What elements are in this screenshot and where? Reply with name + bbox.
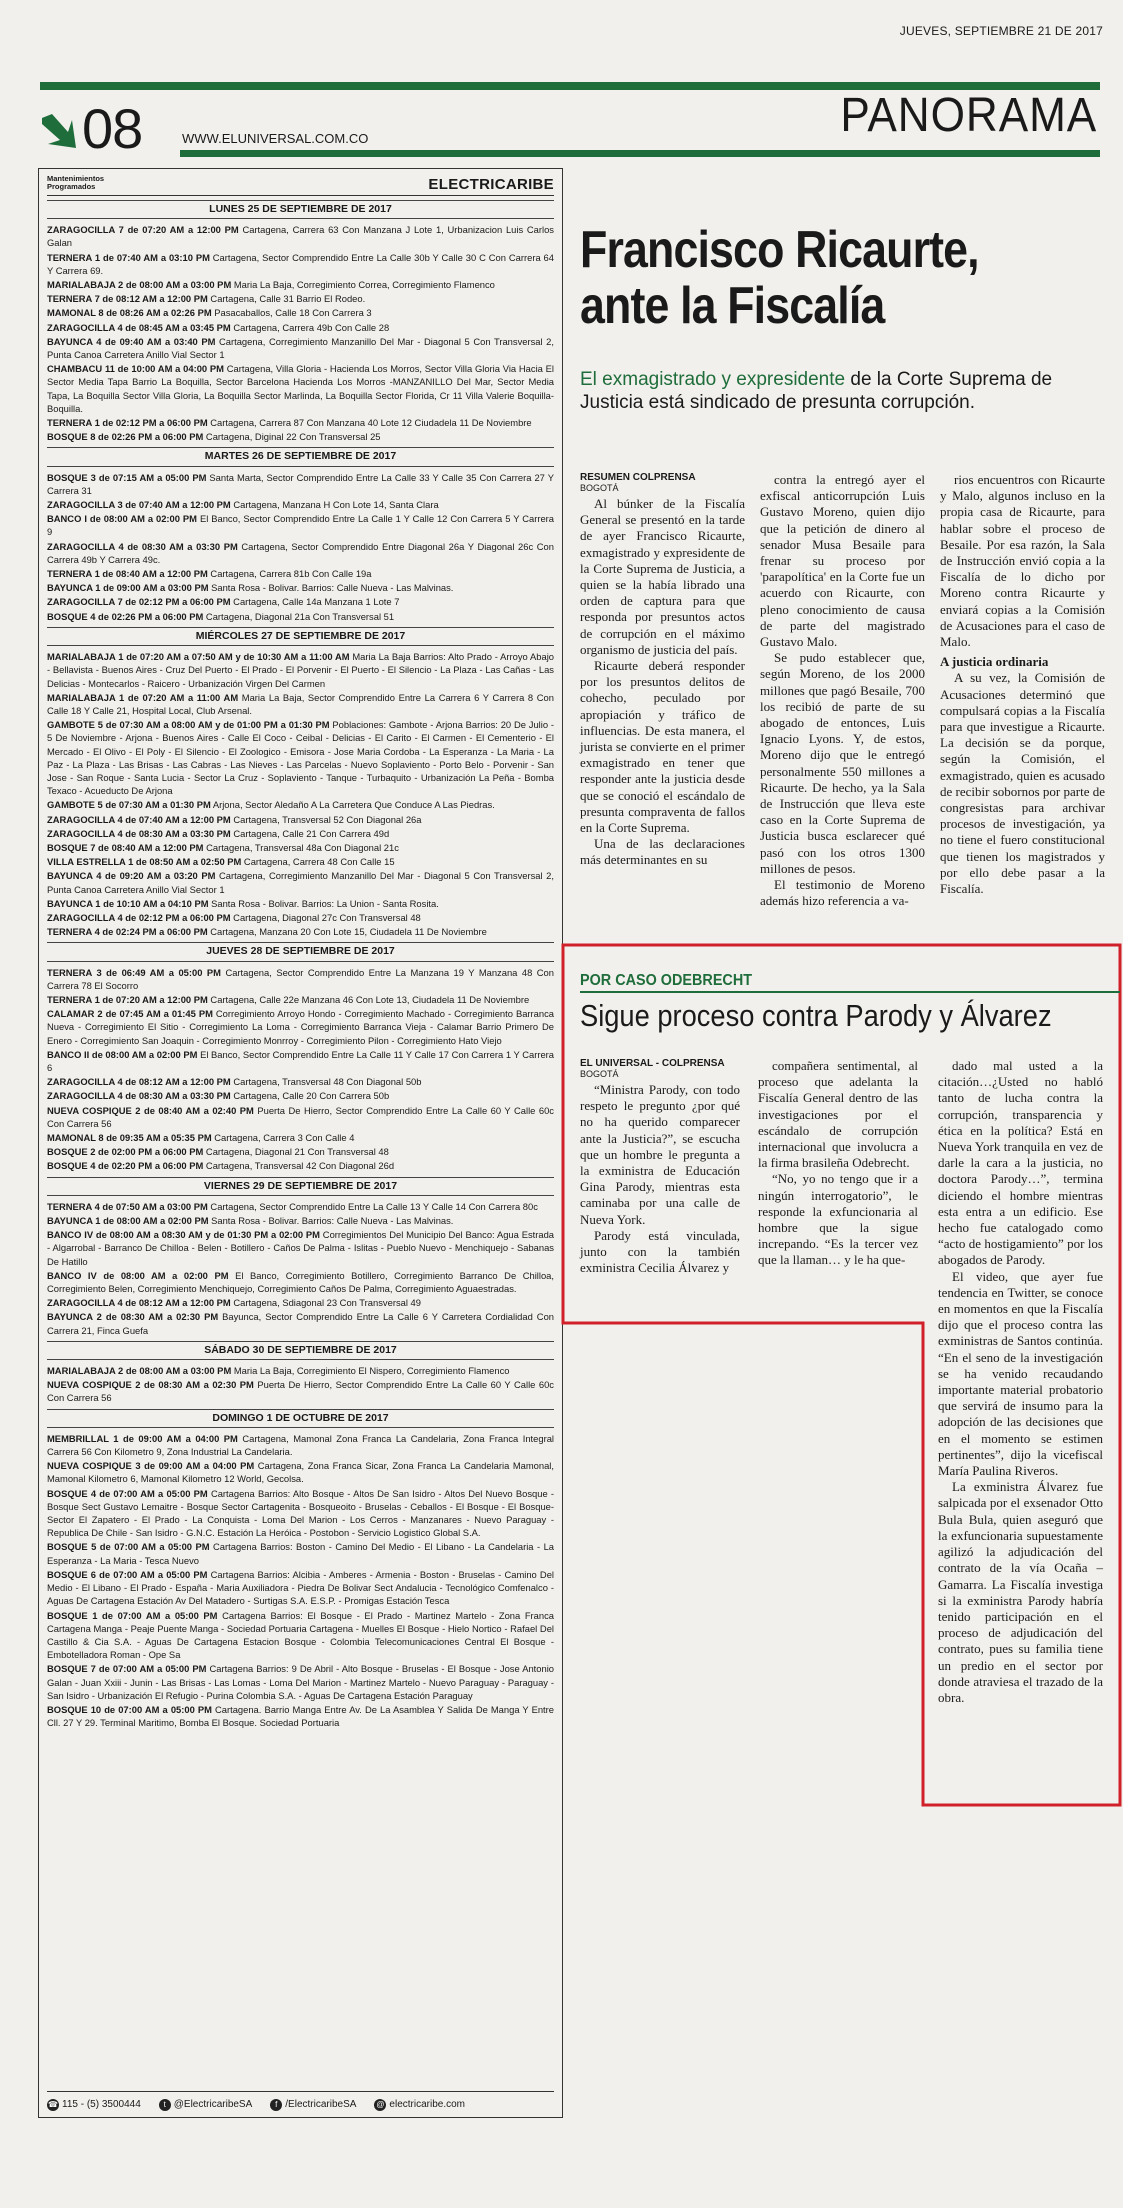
entry-circuit-time: BANCO I de 08:00 AM a 02:00 PM (47, 513, 197, 525)
entry-location: Cartagena, Transversal 52 Con Diagonal 26a (230, 813, 422, 825)
entry-circuit-time: ZARAGOCILLA 3 de 07:40 AM a 12:00 PM (47, 499, 231, 511)
article-byline: RESUMEN COLPRENSA (580, 472, 696, 483)
schedule-entry (47, 471, 554, 497)
article2-column-2 (758, 1058, 918, 1269)
entry-circuit-time: TERNERA 3 de 06:49 AM a 05:00 PM (47, 966, 221, 978)
schedule-entry (47, 278, 554, 291)
article-subhead: A justicia ordinaria (940, 654, 1049, 670)
schedule-entry (47, 1487, 554, 1540)
entry-location: Cartagena, Diagonal 21 Con Transversal 48 (203, 1146, 389, 1158)
entry-location: Cartagena Barrios: Boston - Camino Del Medio - El Libano - La Candelaria - La Esperanza - La Maria - Tesca Nuevo (47, 1541, 554, 1566)
schedule-entry (47, 1104, 554, 1130)
entry-location: Cartagena, Transversal 48a Con Diagonal 21c (203, 841, 399, 853)
paragraph: dado mal usted a la citación…¿Usted no habló tanto de lucha contra la corrupción, transparencia y ética en la política? Está en Nueva York tranquila en vez de darle la cara a la justicia, no doctora Parody…”, termina diciendo el hombre mientras esta entra a un edificio. Ese hecho fue catalogado como “acto de hostigamiento” por los abogados de Parody. (938, 1058, 1103, 1268)
entry-location: El Banco, Sector Comprendido Entre La Calle 11 Y Calle 17 Con Carrera 1 Y Carrera 6 (47, 1048, 554, 1073)
schedule-entry (47, 1131, 554, 1144)
entry-circuit-time: TERNERA 1 de 07:40 AM a 03:10 PM (47, 251, 210, 263)
entry-location: Maria La Baja Barrios: Alto Prado - Arroyo Abajo - Bellavista - Buenos Aires - Cruz Del Puerto - El Prado - El Porvenir - El Puerto - El Silencio - La Plaza - Las Cañas - Las Delicias - Montecarlos - Raicero - Urbanización Virgen Del Carmen (47, 651, 554, 689)
entry-location: Santa Rosa - Bolivar. Barrios: La Union - Santa Rosita. (208, 897, 439, 909)
sidebar-brand: ELECTRICARIBE (428, 175, 554, 193)
entry-location: Cartagena, Transversal 48 Con Diagonal 50b (230, 1076, 422, 1088)
schedule-entry (47, 1200, 554, 1213)
facebook-icon: f (270, 2099, 282, 2111)
entry-circuit-time: ZARAGOCILLA 4 de 08:45 AM a 03:45 PM (47, 321, 231, 333)
entry-location: Cartagena, Diginal 22 Con Transversal 25 (203, 431, 381, 443)
day-heading: JUEVES 28 DE SEPTIEMBRE DE 2017 (47, 942, 554, 961)
entry-circuit-time: ZARAGOCILLA 4 de 08:12 AM a 12:00 PM (47, 1076, 231, 1088)
schedule-entry (47, 1459, 554, 1485)
entry-location: Maria La Baja, Sector Comprendido Entre La Carrera 6 Y Carrera 8 Con Calle 18 Y Calle 21, Hospital Local, Club Arsenal. (47, 691, 554, 716)
schedule-entry (47, 855, 554, 868)
entry-circuit-time: BOSQUE 7 de 07:00 AM a 05:00 PM (47, 1663, 207, 1675)
entry-location: Cartagena, Sector Comprendido Entre La Calle 13 Y Calle 14 Con Carrera 80c (207, 1200, 538, 1212)
schedule-entry (47, 1378, 554, 1404)
schedule-entry (47, 306, 554, 319)
twitter-text: @ElectricaribeSA (173, 2098, 253, 2110)
facebook-contact[interactable] (270, 2098, 356, 2111)
facebook-text: /ElectricaribeSA (285, 2098, 357, 2110)
schedule-entry (47, 610, 554, 623)
day-heading: LUNES 25 DE SEPTIEMBRE DE 2017 (47, 200, 554, 219)
page-number: 08 (82, 97, 143, 160)
entry-location: Puerta De Hierro, Sector Comprendido Entre La Calle 60 Y Calle 60c Con Carrera 56 (47, 1104, 554, 1129)
schedule-entry (47, 813, 554, 826)
entry-circuit-time: BAYUNCA 1 de 09:00 AM a 03:00 PM (47, 582, 209, 594)
entry-circuit-time: CALAMAR 2 de 07:45 AM a 01:45 PM (47, 1008, 213, 1020)
entry-circuit-time: BOSQUE 6 de 07:00 AM a 05:00 PM (47, 1568, 208, 1580)
entry-circuit-time: BOSQUE 4 de 02:20 PM a 06:00 PM (47, 1160, 204, 1172)
schedule-entry (47, 691, 554, 717)
entry-circuit-time: TERNERA 1 de 02:12 PM a 06:00 PM (47, 417, 208, 429)
twitter-icon: t (159, 2099, 171, 2111)
entry-circuit-time: TERNERA 4 de 02:24 PM a 06:00 PM (47, 926, 208, 938)
article-location: BOGOTÁ (580, 483, 619, 493)
entry-circuit-time: GAMBOTE 5 de 07:30 AM a 01:30 PM (47, 799, 211, 811)
entry-location: Corregimiento Arroyo Hondo - Corregimiento Machado - Corregimiento Barranca Nueva - Corregimiento El Sitio - Corregimiento La Loma - Corregimiento Barranca Vieja - Calamar Barrio Primero De Enero - Corregimiento San Joaquin - Corregimiento Monrroy - Corregimiento Pilon - Corregimiento Hato Viejo (47, 1008, 554, 1046)
schedule-entry (47, 335, 554, 361)
article2-byline: EL UNIVERSAL - COLPRENSA (580, 1058, 725, 1069)
section-band (180, 150, 1100, 157)
paragraph: rios encuentros con Ricaurte y Malo, algunos incluso en la propia casa de Ricaurte, para hablar sobre el proceso de Besaile. Por esa razón, la Sala de Instrucción envió copia a la Fiscalía de lo dicho por Moreno contra Ricaurte y enviará copias a la Comisión de Acusaciones para el caso de Malo. (940, 472, 1105, 650)
schedule-entry (47, 251, 554, 277)
article-deck (580, 368, 1100, 414)
entry-circuit-time: MAMONAL 8 de 09:35 AM a 05:35 PM (47, 1132, 212, 1143)
day-heading: DOMINGO 1 DE OCTUBRE DE 2017 (47, 1409, 554, 1428)
entry-location: Bayunca, Sector Comprendido Entre La Calle 6 Y Carretera Cordialidad Con Carrera 21, Finca Guefa (47, 1311, 554, 1336)
day-heading: MIÉRCOLES 27 DE SEPTIEMBRE DE 2017 (47, 627, 554, 646)
entry-location: Santa Rosa - Bolivar. Barrios: Calle Nueva - Las Malvinas. (208, 582, 454, 594)
entry-location: Puerta De Hierro, Sector Comprendido Entre La Calle 60 Y Calle 60c Con Carrera 56 (47, 1379, 554, 1404)
schedule-entry (47, 1568, 554, 1608)
entry-location: Cartagena, Corregimiento Manzanillo Del Mar - Diagonal 5 Con Transversal 2, Punta Canoa Carretera Anillo Vial Sector 1 (47, 870, 554, 895)
phone-text: 115 - (5) 3500444 (62, 2098, 141, 2110)
schedule-entry (47, 1609, 554, 1662)
entry-location: Cartagena, Calle 31 Barrio El Rodeo. (207, 293, 366, 305)
entry-circuit-time: BOSQUE 1 de 07:00 AM a 05:00 PM (47, 1609, 218, 1621)
entry-circuit-time: BOSQUE 5 de 07:00 AM a 05:00 PM (47, 1541, 210, 1553)
article-column-3 (940, 472, 1105, 897)
paragraph: Al búnker de la Fiscalía General se presentó en la tarde de ayer Francisco Ricaurte, exmagistrado y expresidente de la Corte Suprema de Justicia, a quien se la había librado una orden de captura para que responda por presuntos actos de corrupción en el máximo organismo de justicia del país. (580, 496, 745, 657)
entry-location: Cartagena Barrios: 9 De Abril - Alto Bosque - Bruselas - El Bosque - Jose Antonio Galan - Juan Xxiii - Junin - Las Brisas - Las Lomas - Loma Del Marion - Martinez Martelo - Nuevo Paraguay - Paraguay - San Isidro - Urbanización El Refugio - Purina Colombia S.A. - Aguas De Cartagena Estación Paraguay (47, 1663, 554, 1701)
entry-circuit-time: BAYUNCA 4 de 09:40 AM a 03:40 PM (47, 335, 216, 347)
article-headline: Francisco Ricaurte, ante la Fiscalía (580, 221, 979, 335)
entry-circuit-time: BANCO II de 08:00 AM a 02:00 PM (47, 1048, 198, 1060)
section-title: PANORAMA (840, 89, 1097, 142)
schedule-entry (47, 841, 554, 854)
schedule-entry (47, 1364, 554, 1377)
entry-circuit-time: BAYUNCA 4 de 09:20 AM a 03:20 PM (47, 870, 216, 882)
article-column-1 (580, 472, 745, 869)
article2-kicker: POR CASO ODEBRECHT (580, 972, 753, 989)
entry-circuit-time: MARIALABAJA 1 de 07:20 AM a 07:50 AM y de 10:30 AM a 11:00 AM (47, 651, 350, 663)
schedule-entry (47, 718, 554, 797)
entry-circuit-time: BOSQUE 4 de 07:00 AM a 05:00 PM (47, 1487, 208, 1499)
sidebar-label: Mantenimientos Programados (47, 174, 105, 191)
schedule-entry (47, 1310, 554, 1336)
entry-location: Cartagena, Sector Comprendido Entre La Manzana 19 Y Manzana 48 Con Carrera 78 El Socorro (47, 966, 554, 991)
schedule-entry (47, 1662, 554, 1702)
paragraph: El video, que ayer fue tendencia en Twitter, se conoce en momentos en que la Fiscalía dijo que el proceso contra las exministras de Santos continúa. “En el seno de la investigación se ha venido recaudando importante material probatorio que servirá de insumo para la adopción de las decisiones que en el momento se estimen pertinentes”, dijo la vicefiscal María Paulina Riveros. (938, 1268, 1103, 1479)
schedule-entry (47, 362, 554, 415)
entry-location: Cartagena, Carrera 87 Con Manzana 40 Lote 12 Ciudadela 11 De Noviembre (207, 417, 532, 429)
entry-circuit-time: NUEVA COSPIQUE 2 de 08:40 AM a 02:40 PM (47, 1104, 254, 1116)
schedule-entry (47, 966, 554, 992)
entry-circuit-time: GAMBOTE 5 de 07:30 AM a 08:00 AM y de 01:00 PM a 01:30 PM (47, 719, 330, 731)
paragraph: Parody está vinculada, junto con la también exministra Cecilia Álvarez y (580, 1227, 740, 1276)
entry-location: Cartagena. Barrio Manga Entre Av. De La Asamblea Y Salida De Manga Y Entre Cll. 27 Y 29. Terminal Maritimo, Bomba El Bosque. Sociedad Portuaria (47, 1703, 554, 1729)
schedule-entry (47, 416, 554, 429)
sidebar-header (47, 175, 554, 196)
entry-location: Maria La Baja, Corregimiento El Nispero, Corregimiento Flamenco (231, 1365, 510, 1377)
entry-location: Cartagena, Transversal 42 Con Diagonal 26d (203, 1160, 395, 1172)
article2-column-1 (580, 1058, 740, 1276)
schedule-entry (47, 993, 554, 1006)
deck-text: de la Corte Suprema de Justicia está sindicado de presunta corrupción. (580, 369, 1053, 413)
entry-circuit-time: BOSQUE 7 de 08:40 AM a 12:00 PM (47, 841, 204, 853)
day-heading: MARTES 26 DE SEPTIEMBRE DE 2017 (47, 447, 554, 466)
article2-location: BOGOTÁ (580, 1069, 619, 1079)
sidebar-footer (47, 2091, 554, 2111)
entry-location: Cartagena, Sdiagonal 23 Con Transversal 49 (230, 1297, 421, 1309)
schedule-entry (47, 1007, 554, 1047)
paragraph: Una de las declaraciones más determinantes en su (580, 836, 745, 868)
entry-circuit-time: VILLA ESTRELLA 1 de 08:50 AM a 02:50 PM (47, 856, 242, 868)
entry-location: Santa Marta, Sector Comprendido Entre La Calle 33 Y Calle 35 Con Carrera 27 Y Carrera 31 (47, 471, 554, 496)
schedule-entry (47, 1432, 554, 1458)
twitter-contact[interactable] (159, 2098, 253, 2111)
entry-location: Cartagena Barrios: Alto Bosque - Altos De San Isidro - Altos Del Nuevo Bosque - Bosque Sect Gustavo Lemaitre - Bosque Sector Cartagenita - Bosqueoito - Bruselas - Ceballos - El Bosque - El Bosque-Sector El Zapatero - El Prado - La Conquista - Loma Del Marion - Los Cerros - Manzanares - Nuevo Paraguay - Republica De Chile - San Isidro - G.N.C. Estación La Heróica - Postobon - Servicio Logistico Global S.A. (47, 1487, 554, 1539)
entry-circuit-time: BOSQUE 10 de 07:00 AM a 05:00 PM (47, 1703, 212, 1715)
entry-location: Arjona, Sector Aledaño A La Carretera Que Conduce A Las Piedras. (210, 799, 495, 811)
entry-location: Pasacaballos, Calle 18 Con Carrera 3 (211, 307, 372, 319)
entry-circuit-time: BOSQUE 3 de 07:15 AM a 05:00 PM (47, 471, 207, 483)
schedule-entry (47, 1089, 554, 1102)
entry-location: Cartagena, Calle 14a Manzana 1 Lote 7 (230, 596, 400, 608)
schedule-entry (47, 567, 554, 580)
schedule-entry (47, 1228, 554, 1268)
website-link[interactable]: WWW.ELUNIVERSAL.COM.CO (182, 131, 369, 146)
entry-circuit-time: MARIALABAJA 2 de 08:00 AM a 03:00 PM (47, 279, 232, 291)
arrow-icon (38, 110, 80, 152)
schedule-entry (47, 1048, 554, 1074)
schedule-entry (47, 1214, 554, 1227)
entry-location: Cartagena, Calle 21 Con Carrera 49d (230, 827, 390, 839)
schedule-entry (47, 581, 554, 594)
entry-location: Cartagena, Sector Comprendido Entre Diagonal 26a Y Diagonal 26c Con Carrera 49b Y Carrera 49c. (47, 540, 554, 565)
entry-location: Corregimientos Del Municipio Del Banco: Agua Estrada - Algarrobal - Barranco De Chilloa - Belen - Botillero - Caños De Palma - Islitas - Pueblo Nuevo - Menchiquejo - Sabanas De Hatillo (47, 1229, 554, 1267)
article2-column-3 (938, 1058, 1103, 1706)
paragraph: El testimonio de Moreno además hizo referencia a va- (760, 877, 925, 909)
schedule-entry (47, 1269, 554, 1295)
schedule-list (47, 200, 554, 1729)
entry-circuit-time: ZARAGOCILLA 4 de 08:30 AM a 03:30 PM (47, 1090, 231, 1102)
schedule-entry (47, 1703, 554, 1729)
entry-circuit-time: TERNERA 1 de 07:20 AM a 12:00 PM (47, 993, 208, 1005)
entry-location: Cartagena, Calle 20 Con Carrera 50b (230, 1090, 390, 1102)
schedule-entry (47, 925, 554, 938)
entry-location: Cartagena, Carrera 81b Con Calle 19a (207, 568, 372, 580)
deck-highlight: El exmagistrado y expresidente (580, 369, 846, 390)
paragraph: Se pudo establecer que, según Moreno, de los 2000 millones que pagó Besaile, 700 los recibió de parte de su abogado de entonces, Luis Ignacio Lyons. Y, de estos, Moreno dijo que le entregó personalmente 550 millones a Ricaurte. De hecho, ya la Sala de Instrucción que lleva este caso en la Corte Suprema de Justicia busca esclarecer qué pasó con los otros 1300 millones de pesos. (760, 650, 925, 876)
schedule-entry (47, 1540, 554, 1566)
entry-location: Maria La Baja, Corregimiento Correa, Corregimiento Flamenco (231, 279, 495, 291)
entry-location: Cartagena, Carrera 63 Con Manzana J Lote 1, Urbanizacion Luis Carlos Galan (47, 224, 554, 249)
paragraph: compañera sentimental, al proceso que adelanta la Fiscalía General dentro de las investigaciones por el escándalo de corrupción internacional que involucra a la firma brasileña Odebrecht. (758, 1058, 918, 1171)
web-contact[interactable] (374, 2098, 465, 2111)
web-text: electricaribe.com (389, 2098, 466, 2110)
phone-icon: ☎ (48, 2099, 58, 2109)
schedule-entry (47, 595, 554, 608)
entry-location: Cartagena, Corregimiento Manzanillo Del Mar - Diagonal 5 Con Transversal 2, Punta Canoa Carretera Anillo Vial Sector 1 (47, 335, 554, 361)
schedule-entry (47, 897, 554, 910)
entry-location: Santa Rosa - Bolivar. Barrios: Calle Nueva - Las Malvinas. (208, 1215, 454, 1227)
entry-circuit-time: MAMONAL 8 de 08:26 AM a 02:26 PM (47, 307, 212, 319)
schedule-entry (47, 1296, 554, 1309)
entry-circuit-time: TERNERA 1 de 08:40 AM a 12:00 PM (47, 568, 208, 580)
entry-circuit-time: ZARAGOCILLA 4 de 08:12 AM a 12:00 PM (47, 1297, 231, 1309)
entry-circuit-time: ZARAGOCILLA 4 de 08:30 AM a 03:30 PM (47, 827, 231, 839)
entry-location: Cartagena, Mamonal Zona Franca La Candelaria, Zona Franca Integral Carrera 56 Con Kilometro 9, Zona Industrial La Candelaria. (47, 1432, 554, 1458)
globe-icon: @ (376, 2099, 385, 2109)
entry-location: Cartagena, Villa Gloria - Hacienda Los Morros, Sector Villa Gloria Via Hacia El Sector Media Tapa Barrio La Boquilla, Sector Barcelona Hacienda Los Morros -MANZANILLO Del Mar, Sector Media Tapa, La Boquilla Sector Villa Gloria, La Boquilla Sector Marlinda, La Boquilla Sector Florida, Cr 11 Villa Valerie Boquilla-Boquilla. (47, 363, 554, 414)
entry-location: Cartagena, Diagonal 21a Con Transversal 51 (203, 610, 395, 622)
schedule-entry (47, 869, 554, 895)
schedule-entry (47, 223, 554, 249)
schedule-entry (47, 498, 554, 511)
entry-location: Cartagena, Manzana H Con Lote 14, Santa Clara (230, 499, 439, 511)
paragraph: Ricaurte deberá responder por los presuntos delitos de cohecho, peculado por apropiación y tráfico de influencias. De esta manera, el jurista se convierte en el primer exmagistrado en tener que responder ante la justicia desde que se conoció el escándalo de presunta compraventa de fallos en la Corte Suprema. (580, 658, 745, 836)
entry-circuit-time: MARIALABAJA 2 de 08:00 AM a 03:00 PM (47, 1365, 232, 1377)
entry-circuit-time: BANCO IV de 08:00 AM a 08:30 AM y de 01:30 PM a 02:00 PM (47, 1229, 320, 1241)
entry-location: Cartagena, Carrera 49b Con Calle 28 (230, 321, 390, 333)
paragraph: “No, yo no tengo que ir a ningún interrogatorio”, le responde la exfuncionaria al hombre que la sigue increpando. “Es la tercer vez que la llaman… y le ha que- (758, 1171, 918, 1268)
maintenance-sidebar (38, 168, 563, 2118)
entry-location: El Banco, Corregimiento Botillero, Corregimiento Barranco De Chilloa, Corregimiento Belen, Corregimiento Menchiquejo, Corregimiento Caños De Palma, Corregimiento Aguaestradas. (47, 1269, 554, 1295)
entry-location: Cartagena, Manzana 20 Con Lote 15, Ciudadela 11 De Noviembre (207, 926, 487, 938)
paragraph: contra la entregó ayer el exfiscal anticorrupción Luis Gustavo Moreno, quien dijo que la petición de dinero al senador Musa Besaile para frenar su proceso por 'parapolítica' en la Corte fue un acuerdo con Ricaurte, con pleno conocimiento de causa de parte del magistrado Gustavo Malo. (760, 472, 925, 650)
entry-circuit-time: NUEVA COSPIQUE 3 de 09:00 AM a 04:00 PM (47, 1460, 255, 1472)
schedule-entry (47, 827, 554, 840)
phone-contact (47, 2098, 141, 2111)
schedule-entry (47, 911, 554, 924)
paragraph: La exministra Álvarez fue salpicada por el exsenador Otto Bula Bula, quien aseguró que la exfuncionaria supuestamente agilizó la adjudicación del contrato de la vía Ocaña – Gamarra. La Fiscalía investiga si la exministra Parody habría tenido participación en el proceso de adjudicación del contrato, pues su familia tiene un predio en el sector por donde atraviesa el trazado de la obra. (938, 1479, 1103, 1705)
entry-circuit-time: BOSQUE 2 de 02:00 PM a 06:00 PM (47, 1146, 204, 1158)
schedule-entry (47, 798, 554, 811)
entry-circuit-time: BANCO IV de 08:00 AM a 02:00 PM (47, 1269, 229, 1281)
entry-circuit-time: BOSQUE 4 de 02:26 PM a 06:00 PM (47, 610, 204, 622)
entry-location: Poblaciones: Gambote - Arjona Barrios: 20 De Julio - 5 De Noviembre - Arjona - Buenos Aires - Calle El Coco - Ceibal - Delicias - El Carito - El Carmen - El Cementerio - El Mercado - El Olivo - El Poly - El Silencio - El Zoologico - Emisora - Jose Maria Cordoba - La Esperanza - La Maria - La Paz - La Plaza - Las Brisas - Las Cabras - Las Nieves - Las Parcelas - Nuevo Soplaviento - Porto Belo - Porvenir - San Jose - San Roque - Santa Lucia - Sector La Cruz - Soplaviento - Tanque - Turbaquito - Urbanización La Peña - Bomba Texaco - Acueducto De Arjona (47, 719, 554, 797)
entry-location: El Banco, Sector Comprendido Entre La Calle 1 Y Calle 12 Con Carrera 5 Y Carrera 9 (47, 513, 554, 538)
entry-circuit-time: ZARAGOCILLA 7 de 02:12 PM a 06:00 PM (47, 596, 231, 608)
schedule-entry (47, 292, 554, 305)
entry-location: Cartagena, Carrera 3 Con Calle 4 (211, 1132, 355, 1143)
paragraph: “Ministra Parody, con todo respeto le pregunto ¿por qué no ha querido comparecer ante la Justicia?”, se escucha que un hombre le pregunta a la exministra de Educación Gina Parody, mientras esta caminaba por una calle de Nueva York. (580, 1082, 740, 1227)
entry-circuit-time: BAYUNCA 2 de 08:30 AM a 02:30 PM (47, 1311, 219, 1323)
day-heading: VIERNES 29 DE SEPTIEMBRE DE 2017 (47, 1177, 554, 1196)
entry-circuit-time: CHAMBACU 11 de 10:00 AM a 04:00 PM (47, 363, 224, 375)
schedule-entry (47, 1145, 554, 1158)
entry-location: Cartagena, Zona Franca Sicar, Zona Franca La Candelaria Mamonal, Mamonal Kilometro 6, Mamonal Kilometro 12 World, Gecolsa. (47, 1460, 554, 1485)
schedule-entry (47, 321, 554, 334)
schedule-entry (47, 650, 554, 690)
entry-circuit-time: ZARAGOCILLA 4 de 02:12 PM a 06:00 PM (47, 911, 231, 923)
entry-circuit-time: BAYUNCA 1 de 08:00 AM a 02:00 PM (47, 1215, 209, 1227)
entry-location: Cartagena, Sector Comprendido Entre La Calle 30b Y Calle 30 C Con Carrera 64 Y Carrera 69. (47, 251, 554, 276)
entry-circuit-time: ZARAGOCILLA 7 de 07:20 AM a 12:00 PM (47, 224, 239, 236)
entry-location: Cartagena, Diagonal 27c Con Transversal 48 (230, 911, 421, 923)
entry-location: Cartagena Barrios: Alcibia - Amberes - Armenia - Boston - Bruselas - Camino Del Medio - El Libano - El Prado - España - Maria Auxiliadora - Piedra De Bolivar Sect Andalucia - Tecnológico Comfenalco - Aguas De Cartagena Estación Av Del Matadero - Surtigas S.A. E.S.P. - Promigas Estación Tesca (47, 1568, 554, 1607)
schedule-entry (47, 1159, 554, 1172)
entry-circuit-time: BOSQUE 8 de 02:26 PM a 06:00 PM (47, 431, 204, 443)
entry-location: Cartagena, Calle 22e Manzana 46 Con Lote 13, Ciudadela 11 De Noviembre (207, 993, 530, 1005)
entry-circuit-time: TERNERA 4 de 07:50 AM a 03:00 PM (47, 1200, 208, 1212)
schedule-entry (47, 430, 554, 443)
article2-headline: Sigue proceso contra Parody y Álvarez (580, 998, 1052, 1033)
day-heading: SÁBADO 30 DE SEPTIEMBRE DE 2017 (47, 1341, 554, 1360)
schedule-entry (47, 512, 554, 538)
entry-location: Cartagena, Carrera 48 Con Calle 15 (241, 856, 395, 868)
entry-circuit-time: MEMBRILLAL 1 de 09:00 AM a 04:00 PM (47, 1432, 238, 1444)
article-column-2 (760, 472, 925, 909)
entry-circuit-time: ZARAGOCILLA 4 de 07:40 AM a 12:00 PM (47, 813, 231, 825)
paragraph: A su vez, la Comisión de Acusaciones determinó que compulsará copias a la Fiscalía para que investigue a Ricaurte. La decisión se da porque, según la Comisión, el exmagistrado, quien es acusado de recibir sobornos por parte de congresistas para archivar procesos de investigación, ya no tiene el fuero constitucional que tienen los magistrados y por ello debe pasar a la Fiscalía. (940, 670, 1105, 897)
kicker-rule (580, 991, 1120, 993)
entry-circuit-time: NUEVA COSPIQUE 2 de 08:30 AM a 02:30 PM (47, 1379, 254, 1391)
entry-circuit-time: BAYUNCA 1 de 10:10 AM a 04:10 PM (47, 897, 209, 909)
schedule-entry (47, 540, 554, 566)
entry-location: Cartagena Barrios: El Bosque - El Prado - Martinez Martelo - Zona Franca Cartagena Manga - Peaje Puente Manga - Sociedad Portuaria Cartagena - Muelles El Bosque - Hielo Nortico - Rafael Del Castillo & Cia S.A. - Aguas De Cartagena Estacion Bosque - Colombia Telecomunicaciones Central El Bosque - Embotelladora Roman - Ope Sa (47, 1609, 555, 1661)
edition-date: JUEVES, SEPTIEMBRE 21 DE 2017 (899, 24, 1103, 38)
entry-circuit-time: MARIALABAJA 1 de 07:20 AM a 11:00 AM (47, 691, 239, 703)
entry-circuit-time: ZARAGOCILLA 4 de 08:30 AM a 03:30 PM (47, 540, 238, 552)
schedule-entry (47, 1075, 554, 1088)
entry-circuit-time: TERNERA 7 de 08:12 AM a 12:00 PM (47, 293, 208, 305)
